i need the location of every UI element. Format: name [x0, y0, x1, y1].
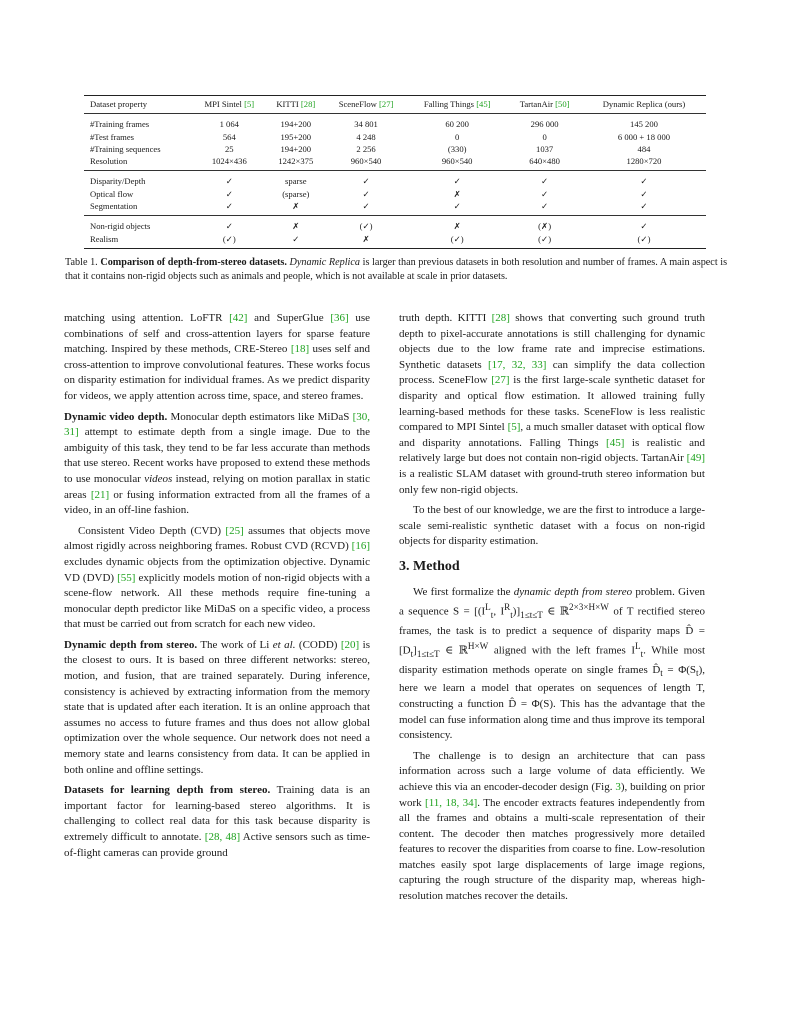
caption-text: is larger than previous datasets in both resolution and number of frames. A main aspect is that it contains non-rigid objects such as animals and people, which is not available at scale in prior datasets. — [65, 257, 728, 282]
table-header-row — [84, 96, 706, 114]
dataset-comparison-table — [84, 95, 706, 249]
table-cell: #Training frames — [84, 114, 192, 131]
table-cell: ✓ — [453, 201, 461, 212]
header-cell: Dataset property — [84, 96, 192, 114]
table-row — [84, 114, 706, 131]
citation-link[interactable]: [27] — [491, 374, 510, 387]
table-cell: 1280×720 — [626, 156, 662, 167]
table-cell: 60 200 — [407, 114, 507, 131]
header-cell: TartanAir [50] — [507, 96, 582, 114]
paragraph: truth depth. KITTI [28] shows that converting such ground truth depth to pixel-accurate annotations is still challenging for dynamic objects due to the low frame rate and imprecise estimations. Synthetic datasets [17, 32, 33] can simplify the data collection process. SceneFlow [27] is the first large-scale synthetic dataset for disparity and optical flow estimation. It allowed training fully learning-based methods for these tasks. SceneFlow is less realistic compared to MPI Sintel [5], a much smaller dataset with optical flow and disparity annotations. Falling Things [45] is realistic and relatively large but does not contain non-rigid objects. TartanAir [49] is a realistic SLAM dataset with ground-truth stereo information but only few non-rigid objects. — [399, 312, 705, 496]
table-cell: ✓ — [582, 171, 706, 188]
citation-link[interactable]: [30, 31] — [64, 410, 370, 439]
table-cell: ✗ — [407, 216, 507, 233]
table-cell: Realism — [84, 233, 192, 249]
table-cell: 0 — [455, 131, 460, 142]
caption-label: Table 1. — [65, 257, 98, 268]
table-row — [84, 131, 706, 143]
citation-link[interactable]: [28] — [491, 312, 510, 324]
table-cell: ✗ — [267, 216, 325, 233]
table-cell: 194+200 — [267, 114, 325, 131]
table-cell: sparse — [267, 171, 325, 188]
citation-link[interactable]: [5] — [507, 421, 521, 434]
table-cell: ✗ — [292, 201, 300, 212]
header-cell: SceneFlow [27] — [325, 96, 407, 114]
paragraph: The challenge is to design an architecture that can pass information across such a large volume of data efficiently. We achieve this via an encoder-decoder design (Fig. 3), building on prior work [11, 18, 34]. The encoder extracts features independently from all the frames and obtains a multi-scale representation of their content. The decoder then matches progressively more detailed features to recover the disparities from coarse to fine. Low-resolution matches easily spot large displacements of large image regions, capturing the rough structure of the disparity map, whereas high-resolution matches recover the details. — [399, 749, 705, 903]
table-cell: 194+200 — [280, 143, 312, 154]
table-cell: (✓) — [407, 233, 507, 249]
paragraph: matching using attention. LoFTR [42] and SuperGlue [36] use combinations of self and cross-attention layers for sparse feature matching. Inspired by these methods, CRE-Stereo [18] uses self and cross-attention to improve convolutional features. These works focus on disparity estimation for individual frames. As we predict disparity for videos, we apply attention across time, space, and stereo frames. — [64, 312, 371, 402]
table-row — [84, 233, 706, 249]
table-cell: 1037 — [536, 143, 554, 154]
header-cell: MPI Sintel [5] — [192, 96, 267, 114]
table-cell: Optical flow — [90, 188, 134, 199]
paragraph-heading: Dynamic depth from stereo. — [64, 638, 198, 651]
table-cell: ✓ — [640, 201, 648, 212]
table-cell: (sparse) — [282, 188, 310, 199]
table-cell: ✓ — [640, 188, 648, 199]
table-row — [84, 171, 706, 188]
table-cell: 1024×436 — [211, 156, 247, 167]
table-row — [84, 143, 706, 155]
table-cell: (330) — [447, 143, 467, 154]
paragraph: Dynamic depth from stereo. The work of Li et al. (CODD) [20] is the closest to ours. It is based on three different networks: stereo, motion, and fusion, that are trained separately. During inference, consistency is achieved by extracting information from the memory state that is updated after each iteration. It is an online approach that assumes no access to future frames and thus does not allow global optimization over the whole sequence. Our network does not need a memory state and learns consistency from data. It can be applied in both online and offline settings. — [64, 638, 371, 776]
table-row — [84, 155, 706, 171]
table-cell: 195+200 — [280, 131, 312, 142]
table-cell: Disparity/Depth — [84, 171, 192, 188]
citation-link[interactable]: [21] — [90, 488, 110, 501]
citation-link[interactable]: [28] — [300, 99, 316, 109]
citation-link[interactable]: [27] — [379, 99, 394, 109]
citation-link[interactable]: [16] — [351, 540, 370, 553]
table-cell: 34 801 — [325, 114, 407, 131]
table-cell: (✗) — [507, 216, 582, 233]
table-cell: ✓ — [225, 188, 233, 199]
table-cell: Resolution — [90, 156, 128, 167]
table-cell: #Training sequences — [90, 143, 161, 154]
table-cell: ✗ — [453, 188, 461, 199]
table-cell: ✓ — [225, 201, 233, 212]
table-row — [84, 216, 706, 233]
table-cell: 960×540 — [350, 156, 382, 167]
table-cell: ✓ — [541, 201, 549, 212]
table-cell: 2 256 — [356, 143, 376, 154]
citation-link[interactable]: [45] — [606, 436, 625, 449]
right-column — [399, 311, 705, 910]
table-cell: ✓ — [192, 171, 267, 188]
table-row — [84, 188, 706, 200]
table-cell: ✓ — [267, 233, 325, 249]
citation-link[interactable]: [55] — [117, 571, 136, 584]
table-cell: 640×480 — [529, 156, 560, 167]
section-heading: 3. Method — [399, 558, 460, 574]
table-cell: (✓) — [582, 233, 706, 249]
table-cell: 960×540 — [441, 156, 473, 167]
paragraph: To the best of our knowledge, we are the first to introduce a large-scale semi-realistic synthetic dataset with a focus on non-rigid objects for disparity estimation. — [399, 504, 705, 548]
citation-link[interactable]: [49] — [686, 452, 705, 465]
citation-link[interactable]: [20] — [340, 638, 360, 651]
table-cell: Non-rigid objects — [84, 216, 192, 233]
table-cell: ✓ — [325, 171, 407, 188]
table-cell: Segmentation — [90, 201, 138, 212]
caption-dataset-name: Dynamic Replica — [289, 257, 360, 268]
paragraph-heading: Dynamic video depth. — [64, 410, 168, 423]
citation-link[interactable]: [42] — [229, 312, 248, 324]
caption-title: Comparison of depth-from-stereo datasets. — [100, 257, 287, 268]
table-cell: (✓) — [507, 233, 582, 249]
citation-link[interactable]: [5] — [244, 99, 255, 109]
paragraph: We first formalize the dynamic depth from stereo problem. Given a sequence $S = [(I^L_t$, $I^R_t)]_{1\le t\le T}$ ∈ ℝ$^{2\times 3\times H\times W}$ of T rectified stereo frames, the task is to predict a sequence of disparity maps D̂ = $[D_t]_{1\le t\le T}$ ∈ ℝ$^{H\times W}$ aligned with the left frames $I^L_t$. While most disparity estimation methods operate on single frames $D̂_t = \Phi(S_t)$, here we learn a model that operates on sequences of length T, constructing a function D̂ = Φ(S). This has the advantage that the model can fuse information along time and thus improve its temporal consistency. — [399, 585, 705, 742]
table-cell: ✓ — [362, 188, 370, 199]
table-cell: 1242×375 — [278, 156, 314, 167]
table-cell: 25 — [224, 143, 234, 154]
figure-link[interactable]: 3 — [615, 780, 621, 793]
table-cell: ✓ — [362, 201, 370, 212]
table-cell: 4 248 — [356, 131, 376, 142]
citation-link[interactable]: [36] — [330, 312, 349, 324]
citation-link[interactable]: [25] — [225, 524, 244, 537]
table-cell: 145 200 — [582, 114, 706, 131]
left-column — [64, 311, 370, 866]
table-cell: 564 — [222, 131, 236, 142]
citation-link[interactable]: [50] — [555, 99, 570, 109]
paragraph: Consistent Video Depth (CVD) [25] assumes that objects move almost rigidly across neighboring frames. Robust CVD (RCVD) [16] excludes dynamic objects from the optimization objective. Dynamic VD (DVD) [55] explicitly models motion of non-rigid objects with a scene-flow network. All these methods require fine-tuning a monocular depth predictor like MiDaS on a specific video, a process that must be carried out from scratch for each new video. — [64, 524, 371, 631]
table-cell: 0 — [542, 131, 547, 142]
paragraph: Datasets for learning depth from stereo. Training data is an important factor for learning-based stereo algorithms. It is challenging to collect real data for this task because disparity is extremely difficult to annotate. [28, 48] Active sensors such as time-of-flight cameras can provide ground — [64, 784, 370, 859]
table-cell: ✓ — [407, 171, 507, 188]
citation-link[interactable]: [18] — [290, 343, 310, 356]
table-cell: ✓ — [192, 216, 267, 233]
table-cell: #Test frames — [90, 131, 135, 142]
table-cell: ✗ — [325, 233, 407, 249]
header-cell: Dynamic Replica (ours) — [582, 96, 706, 114]
citation-link[interactable]: [45] — [476, 99, 491, 109]
table-cell: ✓ — [507, 171, 582, 188]
table-caption — [65, 256, 727, 283]
header-cell: KITTI [28] — [267, 96, 325, 114]
table-cell: 6 000 + 18 000 — [617, 131, 671, 142]
citation-link[interactable]: [11, 18, 34] — [425, 796, 478, 809]
table-cell: ✓ — [541, 188, 549, 199]
table-cell: (✓) — [325, 216, 407, 233]
table-cell: 1 064 — [192, 114, 267, 131]
citation-link[interactable]: [28, 48] — [204, 831, 241, 843]
citation-link[interactable]: [17, 32, 33] — [487, 358, 547, 371]
table-cell: ✓ — [582, 216, 706, 233]
paragraph: Dynamic video depth. Monocular depth estimators like MiDaS [30, 31] attempt to estimate depth from a single image. Due to the ambiguity of this task, they tend to be far less accurate than methods that use stereo. Recent works have proposed to extend these methods to use monocular videos instead, relying on motion parallax in static areas [21] or fusing information extracted from all the frames of a video, in an off-line fashion. — [64, 410, 370, 517]
table-row — [84, 200, 706, 216]
table-cell: 296 000 — [507, 114, 582, 131]
table-cell: 484 — [637, 143, 651, 154]
table-cell: (✓) — [192, 233, 267, 249]
paragraph-heading: Datasets for learning depth from stereo. — [64, 784, 271, 797]
header-cell: Falling Things [45] — [407, 96, 507, 114]
